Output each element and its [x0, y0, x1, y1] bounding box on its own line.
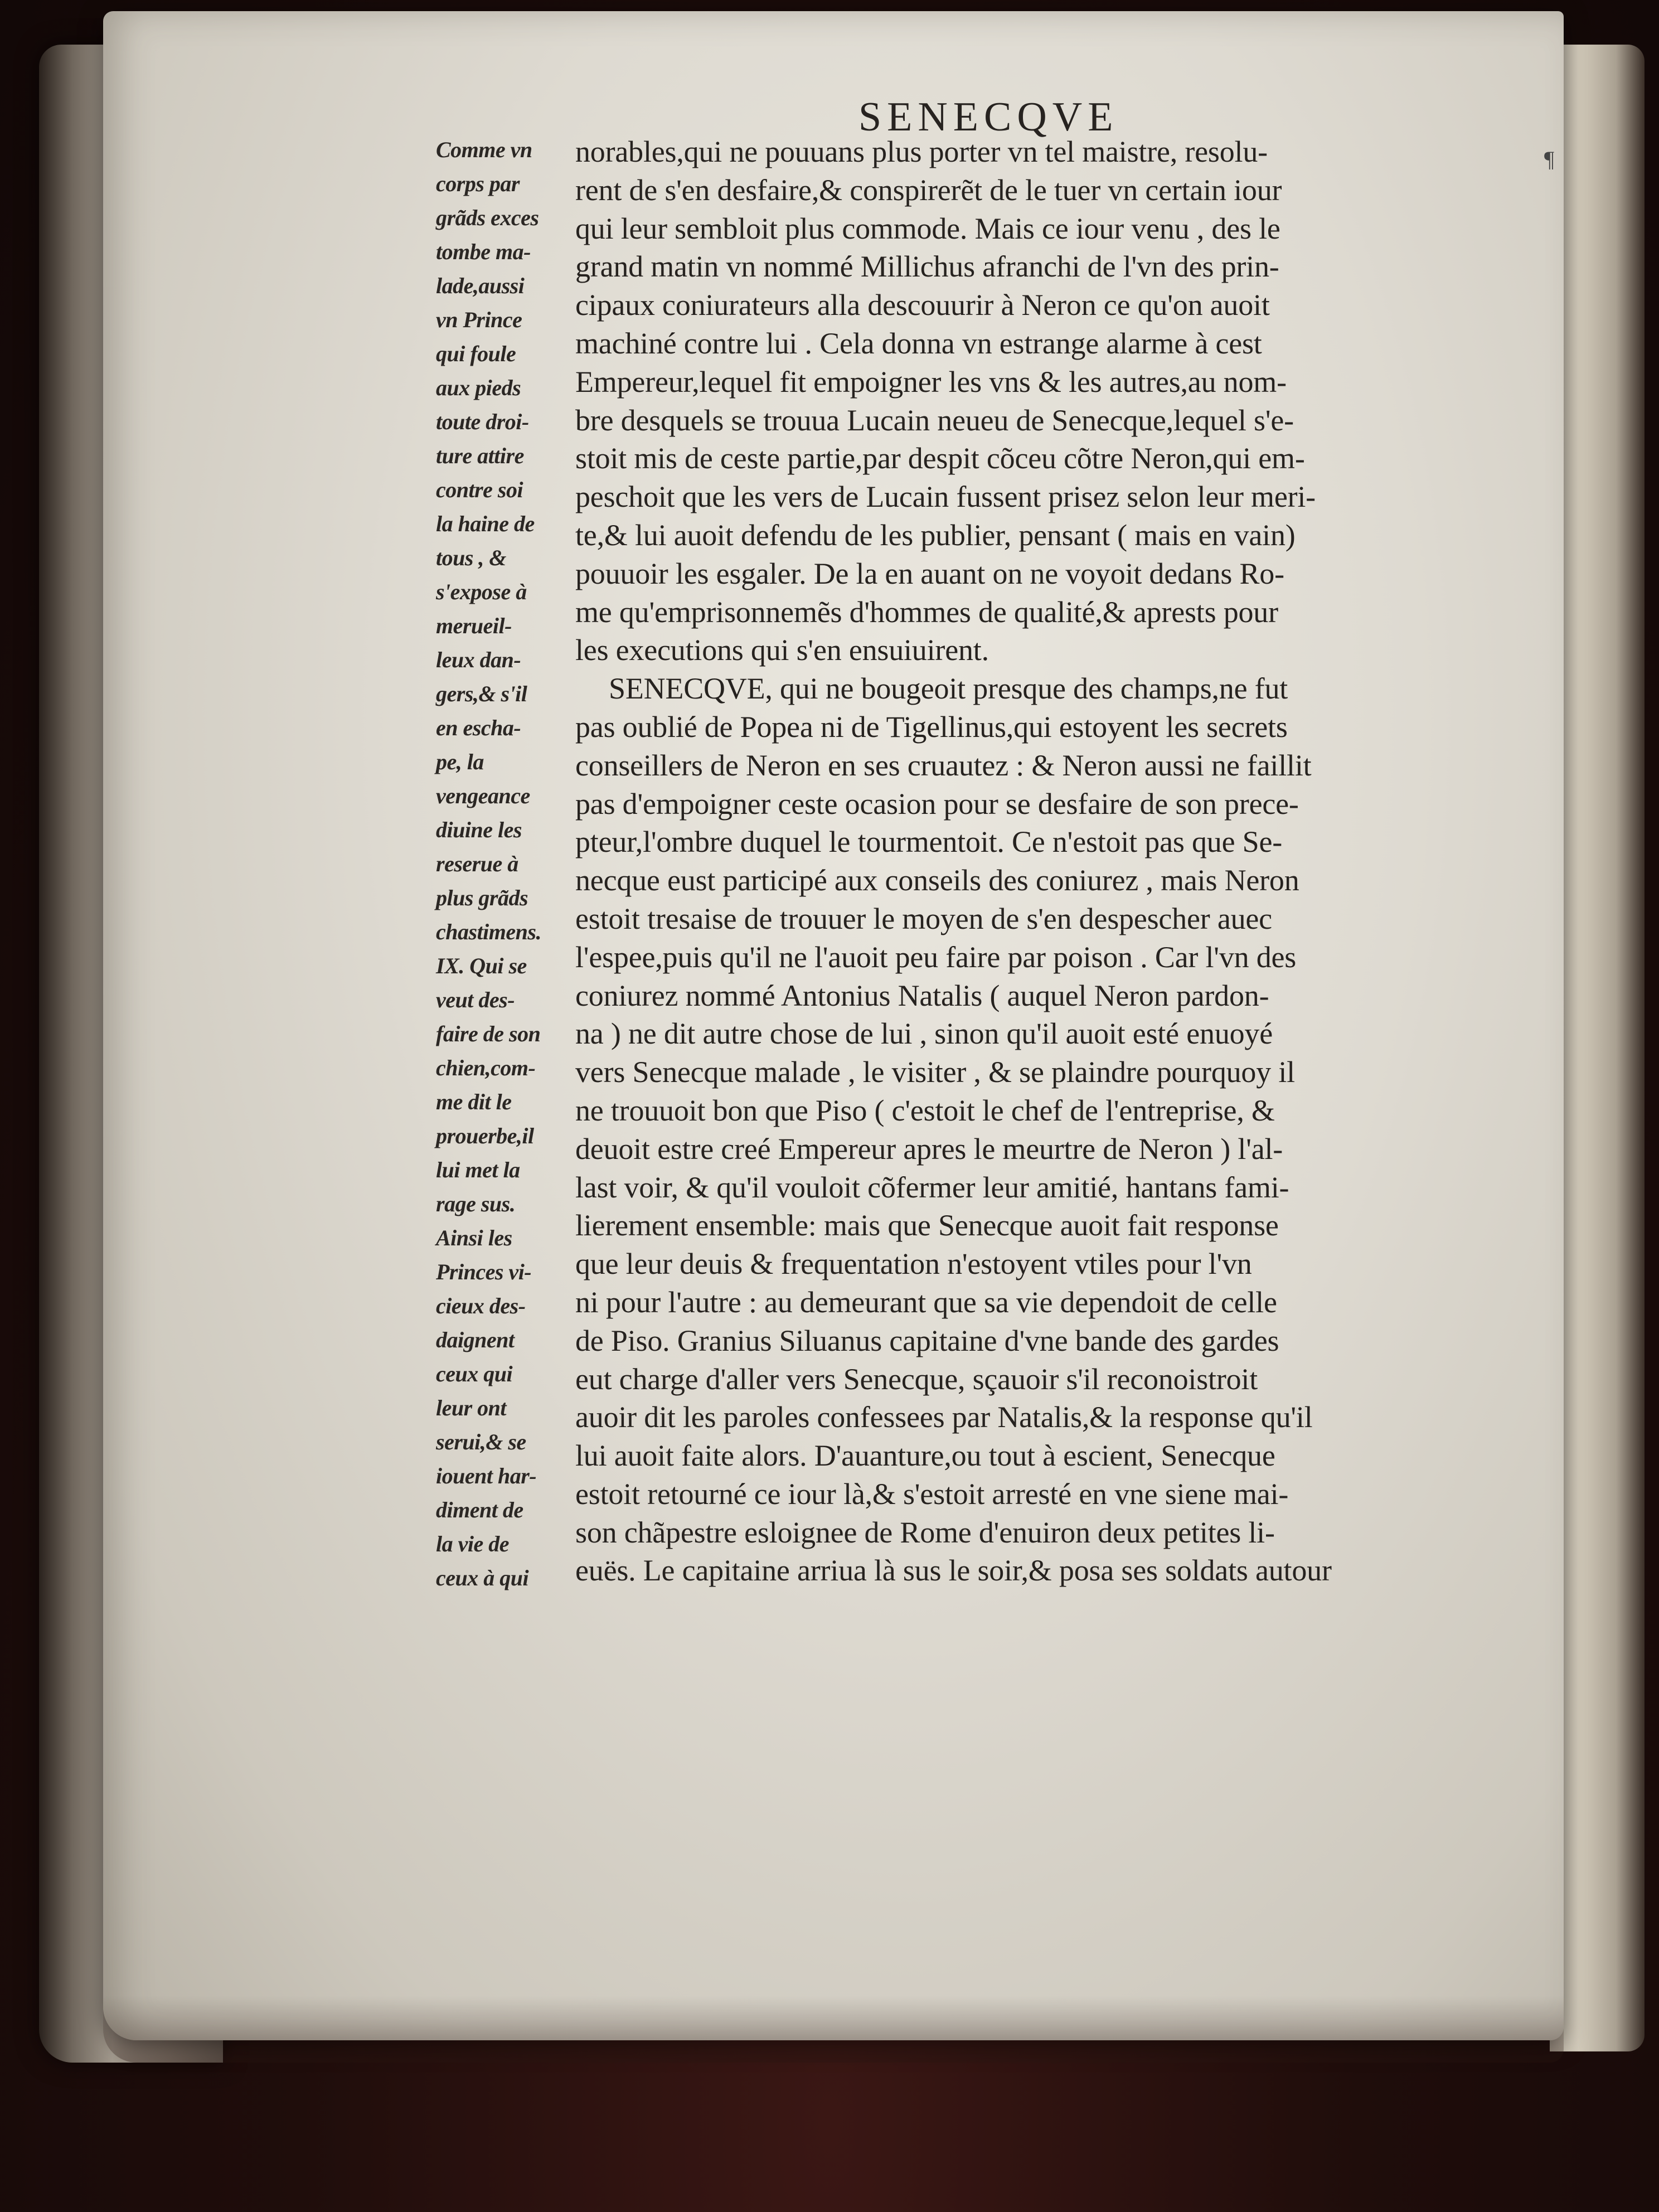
body-text-line: bre desquels se trouua Lucain neueu de Senecque,lequel s'e- [575, 403, 1294, 437]
margin-note-line: iouent har- [436, 1463, 537, 1488]
page-shadow [103, 1996, 1564, 2063]
body-text [575, 133, 1473, 1590]
margin-note-line: reserue à [436, 851, 518, 876]
body-text-line: eut charge d'aller vers Senecque, sçauoir s'il reconoistroit [575, 1362, 1258, 1396]
margin-note-line: ceux à qui [436, 1565, 529, 1590]
margin-note-line: pe, la [436, 749, 484, 774]
body-text-line: cipaux coniurateurs alla descouurir à Neron ce qu'on auoit [575, 288, 1270, 322]
body-text-line: vers Senecque malade , le visiter , & se plaindre pourquoy il [575, 1055, 1295, 1089]
margin-note-line: la haine de [436, 511, 535, 536]
body-text-line: pas oublié de Popea ni de Tigellinus,qui estoyent les secrets [575, 710, 1288, 744]
margin-note-line: leur ont [436, 1395, 507, 1420]
margin-note-line: cieux des- [436, 1293, 526, 1318]
margin-note-line: contre soi [436, 477, 523, 502]
body-text-line: estoit retourné ce iour là,& s'estoit arresté en vne siene mai- [575, 1477, 1289, 1511]
body-text-line: de Piso. Granius Siluanus capitaine d'vne bande des gardes [575, 1323, 1279, 1357]
body-text-line: que leur deuis & frequentation n'estoyent vtiles pour l'vn [575, 1247, 1252, 1281]
body-text-line: SENECQVE, qui ne bougeoit presque des champs,ne fut [609, 672, 1288, 706]
margin-note-line: IX. Qui se [436, 953, 527, 978]
body-text-line: pas d'empoigner ceste ocasion pour se desfaire de son prece- [575, 787, 1299, 821]
margin-note-line: leux dan- [436, 647, 521, 672]
body-text-line: auoir dit les paroles confessees par Natalis,& la response qu'il [575, 1400, 1313, 1434]
margin-note-line: gers,& s'il [436, 681, 527, 706]
body-text-line: rent de s'en desfaire,& conspirerẽt de le tuer vn certain iour [575, 173, 1282, 207]
body-text-line: qui leur sembloit plus commode. Mais ce iour venu , des le [575, 211, 1280, 245]
margin-note-line: veut des- [436, 987, 515, 1012]
margin-note-line: chastimens. [436, 919, 541, 944]
body-text-line: peschoit que les vers de Lucain fussent prisez selon leur meri- [575, 480, 1316, 514]
margin-note-line: diuine les [436, 817, 522, 842]
margin-note-line: ceux qui [436, 1361, 513, 1386]
margin-note-line: s'expose à [436, 579, 527, 604]
margin-note-line: la vie de [436, 1531, 509, 1556]
margin-note-line: vn Prince [436, 307, 522, 332]
body-text-line: ni pour l'autre : au demeurant que sa vie dependoit de celle [575, 1285, 1277, 1319]
body-text-line: ne trouuoit bon que Piso ( c'estoit le chef de l'entreprise, & [575, 1093, 1275, 1127]
margin-note-line: grãds exces [436, 205, 539, 230]
body-text-line: norables,qui ne pouuans plus porter vn tel maistre, resolu- [575, 135, 1268, 168]
margin-note-line: diment de [436, 1497, 523, 1522]
margin-note-line: prouerbe,il [436, 1123, 534, 1148]
margin-notes [436, 133, 575, 1595]
margin-note-line: chien,com- [436, 1055, 536, 1080]
margin-note-line: lui met la [436, 1157, 520, 1182]
body-text-line: son chãpestre esloignee de Rome d'enuiron deux petites li- [575, 1515, 1275, 1549]
margin-note-line: rage sus. [436, 1191, 516, 1216]
body-text-line: pteur,l'ombre duquel le tourmentoit. Ce n'estoit pas que Se- [575, 825, 1283, 859]
body-text-line: Empereur,lequel fit empoigner les vns & les autres,au nom- [575, 365, 1287, 399]
margin-note-line: lade,aussi [436, 273, 525, 298]
body-text-line: conseillers de Neron en ses cruautez : & Neron aussi ne faillit [575, 748, 1312, 782]
margin-note-line: toute droi- [436, 409, 529, 434]
body-text-line: last voir, & qu'il vouloit cõfermer leur amitié, hantans fami- [575, 1170, 1289, 1204]
body-text-line: machiné contre lui . Cela donna vn estrange alarme à cest [575, 326, 1262, 360]
body-text-line: stoit mis de ceste partie,par despit cõceu cõtre Neron,qui em- [575, 442, 1305, 476]
margin-note-line: serui,& se [436, 1429, 526, 1454]
body-text-line: na ) ne dit autre chose de lui , sinon qu'il auoit esté enuoyé [575, 1017, 1273, 1051]
margin-note-line: Comme vn [436, 137, 532, 162]
margin-note-line: me dit le [436, 1089, 512, 1114]
margin-note-line: merueil- [436, 613, 512, 638]
body-text-line: pouuoir les esgaler. De la en auant on ne voyoit dedans Ro- [575, 556, 1284, 590]
body-text-line: lierement ensemble: mais que Senecque auoit fait response [575, 1209, 1279, 1243]
body-text-line: necque eust participé aux conseils des coniurez , mais Neron [575, 864, 1299, 898]
margin-note-line: Princes vi- [436, 1259, 532, 1284]
margin-note-line: en escha- [436, 715, 521, 740]
body-text-line: euës. Le capitaine arriua là sus le soir,& posa ses soldats autour [575, 1554, 1332, 1588]
margin-note-line: plus grãds [436, 885, 528, 910]
margin-note-line: daignent [436, 1327, 515, 1352]
margin-note-line: qui foule [436, 341, 516, 366]
margin-note-line: tous , & [436, 545, 507, 570]
body-text-line: lui auoit faite alors. D'auanture,ou tout à escient, Senecque [575, 1439, 1275, 1473]
body-text-line: les executions qui s'en ensuiuirent. [575, 633, 989, 667]
body-text-line: deuoit estre creé Empereur apres le meurtre de Neron ) l'al- [575, 1132, 1283, 1166]
margin-note-line: faire de son [436, 1021, 541, 1046]
running-head: SENECQVE [858, 94, 1119, 140]
margin-note-line: Ainsi les [436, 1225, 512, 1250]
margin-note-line: aux pieds [436, 375, 521, 400]
page-mark: ¶ [1544, 147, 1555, 172]
body-text-line: me qu'emprisonnemẽs d'hommes de qualité,& aprests pour [575, 595, 1278, 629]
body-text-line: grand matin vn nommé Millichus afranchi de l'vn des prin- [575, 250, 1279, 284]
margin-note-line: vengeance [436, 783, 530, 808]
margin-note-line: ture attire [436, 443, 524, 468]
margin-note-line: tombe ma- [436, 239, 531, 264]
body-text-line: l'espee,puis qu'il ne l'auoit peu faire par poison . Car l'vn des [575, 940, 1297, 974]
body-text-line: coniurez nommé Antonius Natalis ( auquel Neron pardon- [575, 978, 1269, 1012]
body-text-line: estoit tresaise de trouuer le moyen de s'en despescher auec [575, 901, 1272, 935]
body-text-line: te,& lui auoit defendu de les publier, pensant ( mais en vain) [575, 518, 1296, 552]
margin-note-line: corps par [436, 171, 520, 196]
page-edge [1550, 45, 1645, 2051]
